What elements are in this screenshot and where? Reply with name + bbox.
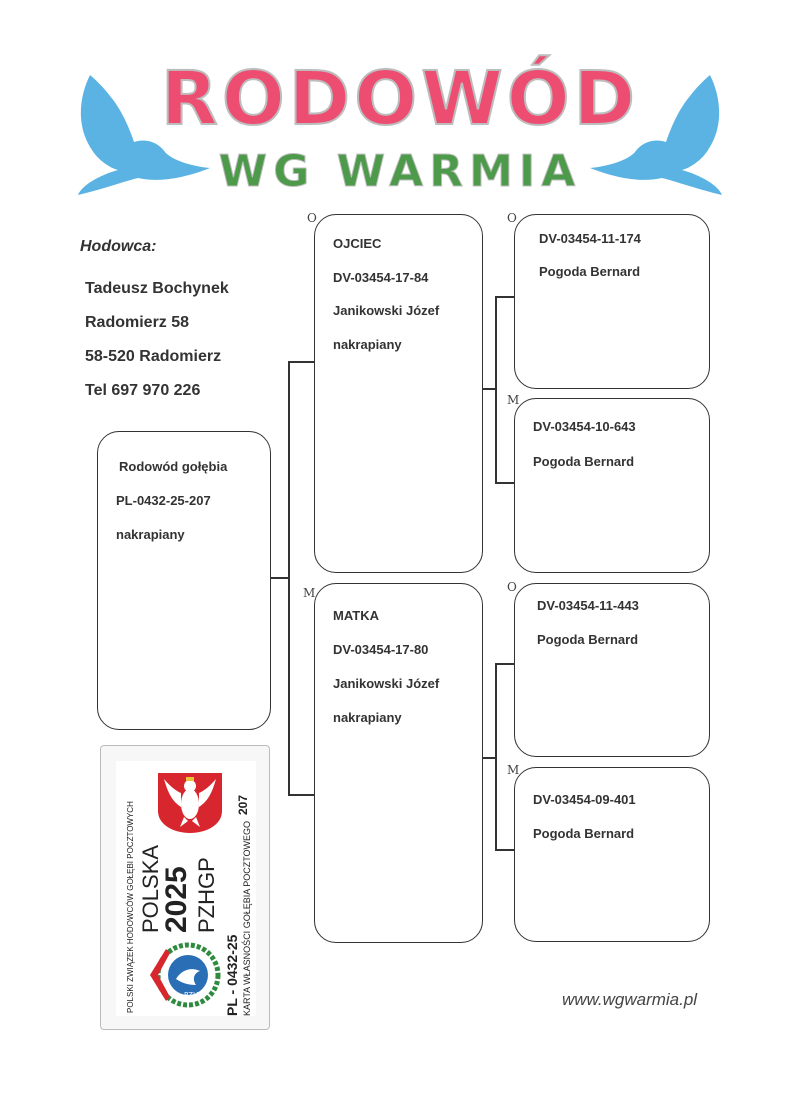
father-father-breeder: Pogoda Bernard xyxy=(539,264,641,279)
breeder-address-2: 58-520 Radomierz xyxy=(85,348,222,365)
mother-mother-breeder: Pogoda Bernard xyxy=(533,826,635,841)
connector-line xyxy=(270,577,289,579)
mother-father-box xyxy=(514,583,710,757)
father-breeder: Janikowski Józef xyxy=(333,303,440,318)
connector-line xyxy=(495,663,497,850)
page-title: RODOWÓD xyxy=(160,56,640,142)
male-mark: O xyxy=(507,580,517,594)
connector-line xyxy=(288,794,315,796)
breeder-address-1: Radomierz 58 xyxy=(85,314,190,331)
mother-box xyxy=(314,583,483,943)
breeder-label: Hodowca: xyxy=(80,238,157,255)
card-number: 207 xyxy=(236,794,250,815)
mother-breeder: Janikowski Józef xyxy=(333,676,440,691)
father-mother-box xyxy=(514,398,710,573)
connector-line xyxy=(495,296,515,298)
mother-father-breeder: Pogoda Bernard xyxy=(537,632,639,647)
connector-line xyxy=(495,296,497,483)
pigeon-color: nakrapiany xyxy=(116,527,185,542)
mother-mother-box xyxy=(514,767,710,942)
connector-line xyxy=(495,849,515,851)
card-footer: KARTA WŁASNOŚCI GOŁĘBIA POCZTOWEGO xyxy=(242,820,252,1016)
mother-ring: DV-03454-17-80 xyxy=(333,642,429,657)
connector-line xyxy=(482,757,496,759)
card-org-abbr: PZHGP xyxy=(194,857,219,933)
ownership-card xyxy=(100,745,270,1030)
father-mother-breeder: Pogoda Bernard xyxy=(533,454,635,469)
ownership-card-face xyxy=(116,761,256,1016)
female-mark: M xyxy=(507,763,520,777)
mother-color: nakrapiany xyxy=(333,710,402,725)
female-mark: M xyxy=(507,393,520,407)
connector-line xyxy=(495,482,515,484)
card-year: 2025 xyxy=(160,866,193,933)
card-country: POLSKA xyxy=(138,844,163,933)
pigeon-ring: PL-0432-25-207 xyxy=(116,493,211,508)
father-mother-ring: DV-03454-10-643 xyxy=(533,419,636,434)
father-box xyxy=(314,214,483,573)
breeder-name: Tadeusz Bochynek xyxy=(85,280,229,297)
father-ring: DV-03454-17-84 xyxy=(333,270,429,285)
male-mark: O xyxy=(307,211,317,225)
father-father-box xyxy=(514,214,710,389)
logo-text: PZHGP xyxy=(184,991,208,999)
female-mark: M xyxy=(303,586,316,600)
website-link[interactable]: www.wgwarmia.pl xyxy=(562,990,698,1009)
father-father-ring: DV-03454-11-174 xyxy=(539,231,641,246)
pzhgp-logo-icon xyxy=(146,939,226,1011)
mother-label: MATKA xyxy=(333,608,379,623)
connector-line xyxy=(482,388,496,390)
card-org-name: POLSKI ZWIĄZEK HODOWCÓW GOŁĘBI POCZTOWYCH xyxy=(126,801,135,1013)
page-subtitle: WG WARMIA xyxy=(218,146,582,197)
father-label: OJCIEC xyxy=(333,236,382,251)
mother-father-ring: DV-03454-11-443 xyxy=(537,598,639,613)
connector-line xyxy=(288,361,315,363)
connector-line xyxy=(495,663,515,665)
father-color: nakrapiany xyxy=(333,337,402,352)
male-mark: O xyxy=(507,211,517,225)
pigeon-box xyxy=(97,431,271,730)
breeder-phone: Tel 697 970 226 xyxy=(85,382,201,399)
card-ring: PL - 0432-25 xyxy=(224,934,240,1016)
pigeon-title: Rodowód gołębia xyxy=(119,459,228,474)
connector-line xyxy=(288,361,290,795)
mother-mother-ring: DV-03454-09-401 xyxy=(533,792,636,807)
polish-eagle-emblem-icon xyxy=(154,771,226,835)
